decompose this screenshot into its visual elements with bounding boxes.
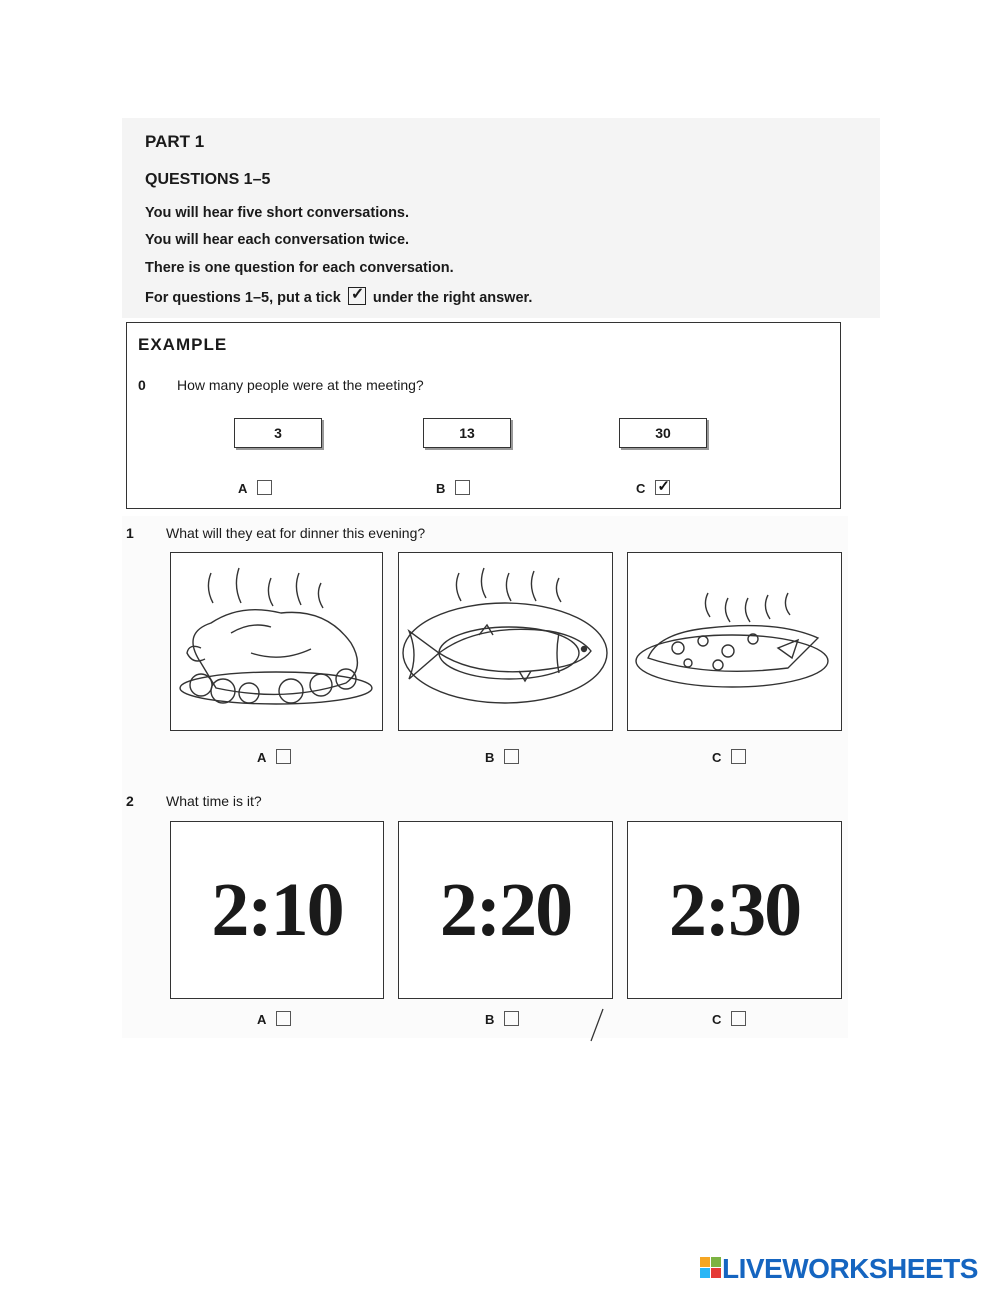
q2-time-c: 2:30 [627, 821, 842, 999]
example-question: How many people were at the meeting? [177, 377, 424, 393]
q1-number: 1 [126, 525, 134, 541]
option-label: A [257, 750, 267, 765]
checked-checkbox-icon[interactable]: ✓ [657, 478, 670, 495]
pizza-icon [628, 553, 841, 730]
checkbox-icon[interactable] [276, 749, 291, 764]
example-choice-c: 30 [619, 418, 707, 448]
q2-question: What time is it? [166, 793, 262, 809]
q1-image-c [627, 552, 842, 731]
roast-chicken-icon [171, 553, 382, 730]
example-box [126, 322, 841, 509]
checkbox-icon[interactable] [455, 480, 470, 495]
option-label: A [257, 1012, 267, 1027]
q2-option-a[interactable] [257, 1011, 291, 1027]
checkbox-icon[interactable] [276, 1011, 291, 1026]
instruction-line-4 [145, 287, 532, 306]
instruction-line-3: There is one question for each conversation. [145, 260, 454, 276]
tick-instruction-before: For questions 1–5, put a tick [145, 290, 341, 306]
q2-option-b[interactable] [485, 1011, 519, 1027]
option-label: C [712, 750, 722, 765]
checkbox-icon[interactable] [504, 1011, 519, 1026]
questions-range: QUESTIONS 1–5 [145, 171, 271, 188]
checkbox-icon[interactable] [504, 749, 519, 764]
example-option-a[interactable] [238, 480, 272, 496]
example-number: 0 [138, 377, 146, 393]
option-label: A [238, 481, 248, 496]
option-label: B [436, 481, 446, 496]
example-choice-b: 13 [423, 418, 511, 448]
option-label: B [485, 750, 495, 765]
option-label: C [712, 1012, 722, 1027]
fish-icon [399, 553, 612, 730]
example-option-c[interactable] [636, 480, 670, 496]
checkbox-icon[interactable] [731, 1011, 746, 1026]
pencil-mark-icon [585, 1005, 607, 1045]
q1-option-c[interactable] [712, 749, 746, 765]
example-option-b[interactable] [436, 480, 470, 496]
instruction-line-2: You will hear each conversation twice. [145, 232, 410, 248]
q1-option-b[interactable] [485, 749, 519, 765]
instruction-line-1: You will hear five short conversations. [145, 205, 410, 221]
option-label: C [636, 481, 646, 496]
checkbox-icon[interactable] [257, 480, 272, 495]
tick-icon: ✓ [348, 287, 366, 305]
q1-image-b [398, 552, 613, 731]
q1-question: What will they eat for dinner this evening? [166, 525, 426, 541]
brand-name: LIVEWORKSHEETS [722, 1253, 978, 1284]
liveworksheets-logo-icon [700, 1255, 722, 1281]
q1-image-a [170, 552, 383, 731]
part-title: PART 1 [145, 132, 205, 151]
q2-number: 2 [126, 793, 134, 809]
example-choice-a: 3 [234, 418, 322, 448]
option-label: B [485, 1012, 495, 1027]
checkbox-icon[interactable] [731, 749, 746, 764]
example-title: EXAMPLE [138, 335, 228, 354]
q2-time-a: 2:10 [170, 821, 384, 999]
tick-instruction-after: under the right answer. [372, 290, 533, 306]
brand-logo [700, 1253, 978, 1285]
q1-option-a[interactable] [257, 749, 291, 765]
q2-option-c[interactable] [712, 1011, 746, 1027]
q2-time-b: 2:20 [398, 821, 613, 999]
